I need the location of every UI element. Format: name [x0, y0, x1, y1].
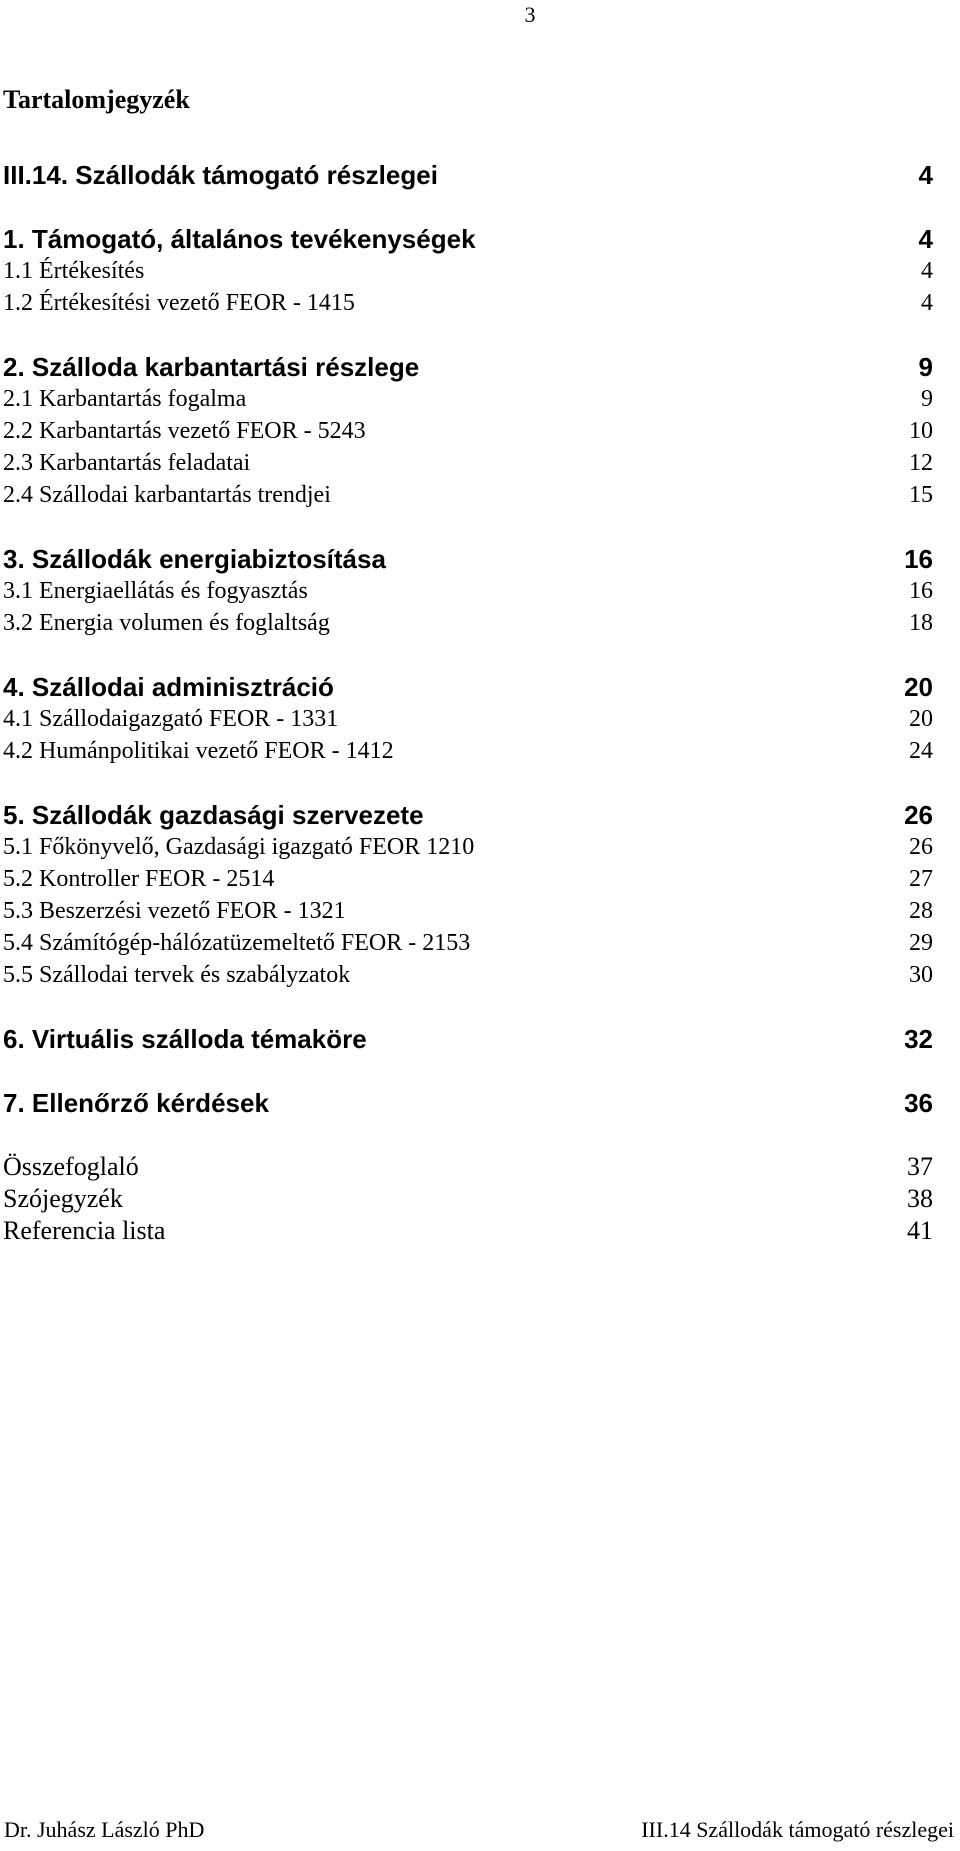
toc-entry-page: 9 — [918, 352, 933, 382]
toc-entry-label: Referencia lista — [3, 1216, 166, 1245]
toc-entry-label: 4. Szállodai adminisztráció — [3, 672, 334, 702]
toc-entry-page: 15 — [909, 482, 933, 508]
toc-entry-backmatter — [3, 1182, 933, 1216]
toc-entry-label: 5. Szállodák gazdasági szervezete — [3, 800, 424, 830]
toc-entry-page: 10 — [909, 418, 933, 444]
toc-entry-subsection — [3, 574, 933, 608]
toc-entry-section — [3, 798, 933, 832]
toc-entry-page: 27 — [909, 866, 933, 892]
toc-entry-section — [3, 1086, 933, 1120]
toc-entry-label: 1. Támogató, általános tevékenységek — [3, 224, 476, 254]
toc-entry-label: 2. Szálloda karbantartási részlege — [3, 352, 420, 382]
toc-entry-label: 4.2 Humánpolitikai vezető FEOR - 1412 — [3, 738, 394, 764]
toc-entry-label: 1.2 Értékesítési vezető FEOR - 1415 — [3, 290, 355, 316]
toc-entry-subsection — [3, 926, 933, 960]
toc-entry-label: Szójegyzék — [3, 1184, 123, 1213]
toc-entry-chapter — [3, 158, 933, 192]
toc-entry-section — [3, 222, 933, 256]
toc-entry-page: 38 — [907, 1184, 933, 1213]
toc-entry-label: 2.2 Karbantartás vezető FEOR - 5243 — [3, 418, 366, 444]
toc-entry-page: 41 — [907, 1216, 933, 1245]
toc-entry-label: 3.1 Energiaellátás és fogyasztás — [3, 578, 308, 604]
toc-entry-label: 5.5 Szállodai tervek és szabályzatok — [3, 962, 351, 988]
toc-entry-page: 4 — [921, 258, 933, 284]
toc-entry-backmatter — [3, 1214, 933, 1248]
toc-entry-backmatter — [3, 1150, 933, 1184]
toc-entry-page: 12 — [909, 450, 933, 476]
toc-entry-label: 3.2 Energia volumen és foglaltság — [3, 610, 330, 636]
toc-entry-label: 2.3 Karbantartás feladatai — [3, 450, 251, 476]
toc-entry-label: 2.4 Szállodai karbantartás trendjei — [3, 482, 331, 508]
toc-entry-subsection — [3, 862, 933, 896]
toc-entry-subsection — [3, 414, 933, 448]
footer-chapter: III.14 Szállodák támogató részlegei — [641, 1817, 954, 1842]
toc-entry-page: 9 — [921, 386, 933, 412]
toc-entry-page: 30 — [909, 962, 933, 988]
toc-entry-section — [3, 350, 933, 384]
toc-entry-page: 28 — [909, 898, 933, 924]
toc-entry-page: 36 — [904, 1088, 933, 1118]
footer-author: Dr. Juhász László PhD — [4, 1817, 205, 1842]
toc-title: Tartalomjegyzék — [3, 85, 190, 114]
toc-entry-page: 20 — [904, 672, 933, 702]
toc-entry-subsection — [3, 894, 933, 928]
toc-entry-section — [3, 1022, 933, 1056]
toc-entry-subsection — [3, 734, 933, 768]
page-number: 3 — [524, 2, 536, 27]
page-footer — [0, 1815, 960, 1845]
toc-entry-label: 7. Ellenőrző kérdések — [3, 1088, 269, 1118]
toc-entry-label: 5.4 Számítógép-hálózatüzemeltető FEOR - 2153 — [3, 930, 471, 956]
toc-entry-page: 26 — [904, 800, 933, 830]
toc-entry-label: 3. Szállodák energiabiztosítása — [3, 544, 386, 574]
toc-entry-subsection — [3, 958, 933, 992]
toc-entry-subsection — [3, 446, 933, 480]
toc-entry-page: 20 — [909, 706, 933, 732]
toc-entry-page: 4 — [921, 290, 933, 316]
toc-entry-page: 24 — [909, 738, 933, 764]
toc-entry-label: 5.2 Kontroller FEOR - 2514 — [3, 866, 275, 892]
toc-entry-page: 26 — [909, 834, 933, 860]
toc-entry-label: 4.1 Szállodaigazgató FEOR - 1331 — [3, 706, 339, 732]
toc-entry-label: III.14. Szállodák támogató részlegei — [3, 160, 438, 190]
toc-entry-page: 4 — [918, 224, 933, 254]
toc-entry-page: 16 — [904, 544, 933, 574]
toc-entry-page: 29 — [909, 930, 933, 956]
toc-entry-subsection — [3, 382, 933, 416]
toc-entry-page: 16 — [909, 578, 933, 604]
toc-entry-subsection — [3, 606, 933, 640]
toc-entry-page: 4 — [918, 160, 933, 190]
toc-entry-subsection — [3, 254, 933, 288]
toc-entry-page: 18 — [909, 610, 933, 636]
toc-entry-label: Összefoglaló — [3, 1152, 139, 1181]
toc-entry-subsection — [3, 286, 933, 320]
toc-entry-section — [3, 670, 933, 704]
toc-entry-subsection — [3, 830, 933, 864]
toc-entry-label: 5.3 Beszerzési vezető FEOR - 1321 — [3, 898, 346, 924]
toc-entry-label: 5.1 Főkönyvelő, Gazdasági igazgató FEOR 1210 — [3, 834, 475, 860]
toc-entry-label: 6. Virtuális szálloda témaköre — [3, 1024, 367, 1054]
toc-entry-page: 37 — [907, 1152, 933, 1181]
toc-entry-page: 32 — [904, 1024, 933, 1054]
toc-entry-subsection — [3, 702, 933, 736]
toc-entry-section — [3, 542, 933, 576]
toc-entry-label: 2.1 Karbantartás fogalma — [3, 386, 247, 412]
toc-entry-label: 1.1 Értékesítés — [3, 258, 145, 284]
toc-entry-subsection — [3, 478, 933, 512]
